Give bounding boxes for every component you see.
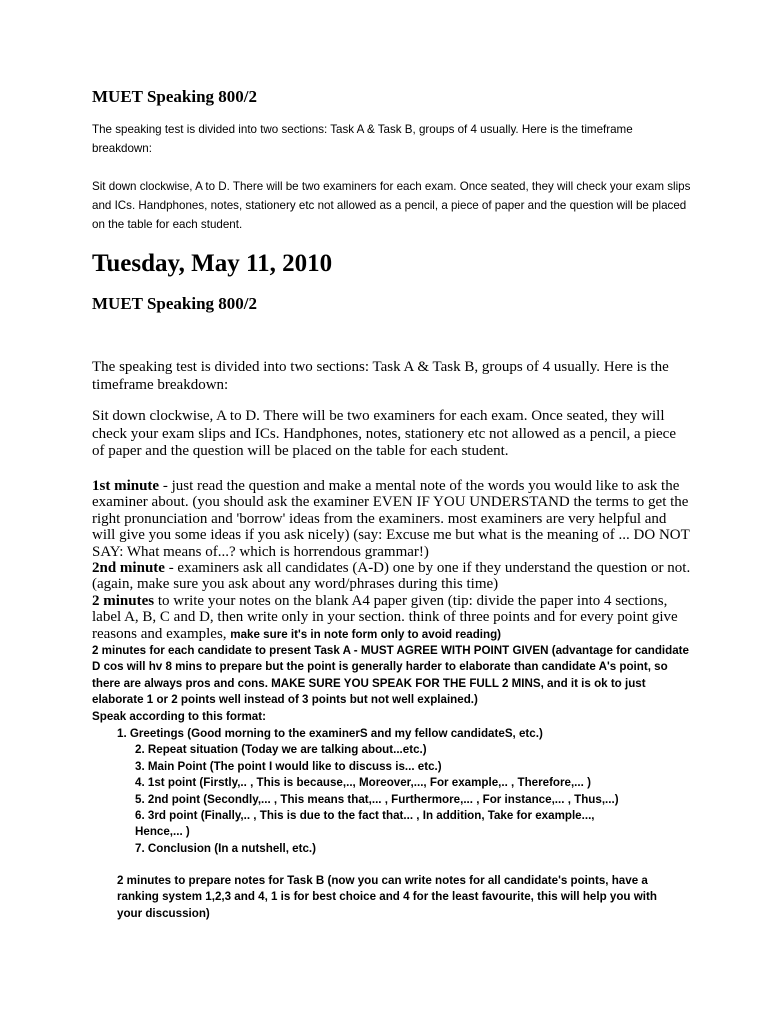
format-item-6: 6. 3rd point (Finally,.. , This is due to the fact that... , In addition, Take for example..., <box>135 809 595 823</box>
second-minute-entry <box>92 560 692 593</box>
top-intro-paragraph: The speaking test is divided into two sections: Task A & Task B, groups of 4 usually. Here is the timeframe breakdown: <box>92 123 633 155</box>
format-item-7: 7. Conclusion (In a nutshell, etc.) <box>135 841 317 855</box>
format-item-6-continued: Hence,... ) <box>135 825 190 839</box>
two-minutes-tail: make sure it's in note form only to avoid reading) <box>230 627 502 641</box>
format-item-5: 5. 2nd point (Secondly,... , This means that,... , Furthermore,... , For instance,... , Thus,...) <box>135 792 619 806</box>
post-heading: MUET Speaking 800/2 <box>92 294 258 313</box>
top-heading: MUET Speaking 800/2 <box>92 87 258 106</box>
format-item-2: 2. Repeat situation (Today we are talking about...etc.) <box>135 743 427 757</box>
format-item-3: 3. Main Point (The point I would like to discuss is... etc.) <box>135 759 442 773</box>
two-minutes-entry <box>92 593 692 643</box>
first-minute-entry <box>92 478 692 560</box>
speaking-format-list <box>117 726 677 857</box>
post-seating-paragraph: Sit down clockwise, A to D. There will be two examiners for each exam. Once seated, they will check your exam slips and ICs. Handphones, notes, stationery etc not allowed as a pencil, a piece of paper and the question will be placed on the table for each student. <box>92 408 676 459</box>
top-seating-paragraph: Sit down clockwise, A to D. There will be two examiners for each exam. Once seated, they will check your exam slips and ICs. Handphones, notes, stationery etc not allowed as a pencil, a piece of paper and the question will be placed on the table for each student. <box>92 180 691 231</box>
post-intro-paragraph: The speaking test is divided into two sections: Task A & Task B, groups of 4 usually. Here is the timeframe breakdown: <box>92 359 669 393</box>
format-item-4: 4. 1st point (Firstly,.. , This is because,.., Moreover,..., For example,.. , Therefore,... ) <box>135 776 591 790</box>
timeline-section <box>92 478 692 725</box>
two-minutes-label: 2 minutes <box>92 592 155 609</box>
task-a-entry: 2 minutes for each candidate to present Task A - MUST AGREE WITH POINT GIVEN (advantage for candidate D cos will hv 8 mins to prepare but the point is generally harder to elaborate than candidate A's point, so there are always pros and cons. MAKE SURE YOU SPEAK FOR THE FULL 2 MINS, and it is ok to just elaborate 1 or 2 points well instead of 3 points but not well explained.) <box>92 644 689 707</box>
second-minute-label: 2nd minute <box>92 560 165 577</box>
second-minute-text: - examiners ask all candidates (A-D) one by one if they understand the question or not. (again, make sure you ask about any word/phrases during this time) <box>92 560 691 593</box>
format-intro: Speak according to this format: <box>92 709 266 723</box>
post-date-heading: Tuesday, May 11, 2010 <box>92 250 333 277</box>
first-minute-text: - just read the question and make a mental note of the words you would like to ask the examiner about. (you should ask the examiner EVEN IF YOU UNDERSTAND the terms to get the right pronunciation and 'borrow' ideas from the examiners. most examiners are very helpful and will give you some ideas if you ask nicely) (say: Excuse me but what is the meaning of ... DO NOT SAY: What means of...? which is horrendous grammar!) <box>92 478 690 560</box>
format-item-1: 1. Greetings (Good morning to the examinerS and my fellow candidateS, etc.) <box>117 727 543 740</box>
task-b-paragraph: 2 minutes to prepare notes for Task B (now you can write notes for all candidate's points, have a ranking system 1,2,3 and 4, 1 is for best choice and 4 for the least favourite, this will help you with your discussion) <box>117 874 657 920</box>
first-minute-label: 1st minute <box>92 478 160 494</box>
two-minutes-text: to write your notes on the blank A4 paper given (tip: divide the paper into 4 sections, label A, B, C and D, then write only in your section. think of three points and for every point give reasons and examples, <box>92 592 678 642</box>
